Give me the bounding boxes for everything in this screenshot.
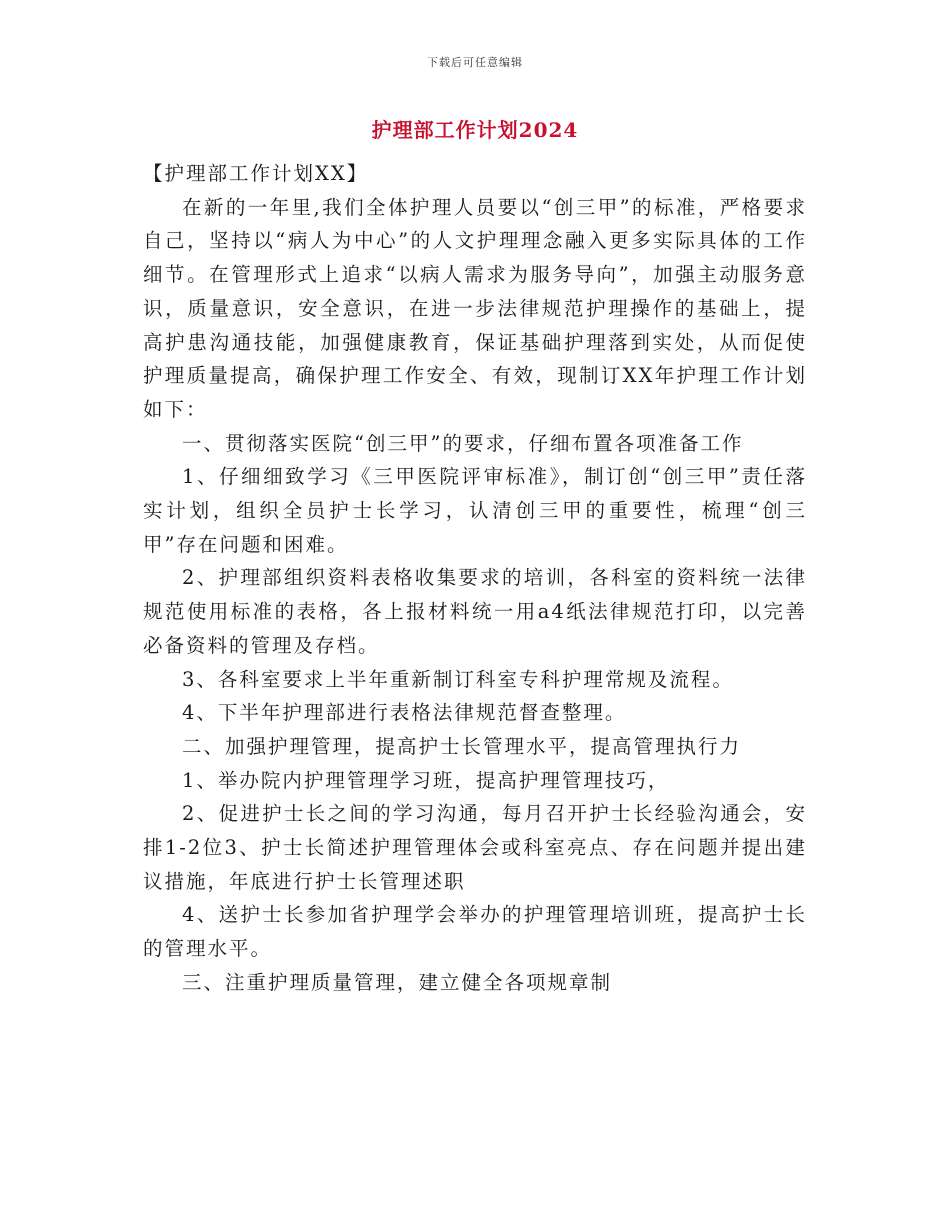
list-item: 4、下半年护理部进行表格法律规范督查整理。	[182, 701, 627, 725]
list-item: 2、护理部组织资料表格收集要求的培训，各科室的资料统一法律规范使用标准的表格，各上报材料统一用a4纸法律规范打印，以完善必备资料的管理及存档。	[143, 566, 807, 657]
list-item: 1、仔细细致学习《三甲医院评审标准》，制订创“创三甲”责任落实计划，组织全员护士长学习，认清创三甲的重要性，梳理“创三甲”存在问题和困难。	[143, 465, 807, 556]
list-item: 4、送护士长参加省护理学会举办的护理管理培训班，提高护士长的管理水平。	[143, 903, 807, 961]
section-heading-3: 三、注重护理质量管理，建立健全各项规章制	[182, 970, 613, 994]
section-heading-2: 二、加强护理管理，提高护士长管理水平，提高管理执行力	[182, 734, 742, 758]
section-heading-1: 一、贯彻落实医院“创三甲”的要求，仔细布置各项准备工作	[182, 431, 744, 455]
list-item: 2、促进护士长之间的学习沟通，每月召开护士长经验沟通会，安排1-2位3、护士长简述护理管理体会或科室亮点、存在问题并提出建议措施，年底进行护士长管理述职	[143, 802, 807, 893]
paragraph-intro: 在新的一年里,我们全体护理人员要以“创三甲”的标准，严格要求自己，坚持以“病人为中心”的人文护理理念融入更多实际具体的工作细节。在管理形式上追求“以病人需求为服务导向”，加强主动服务意识，质量意识，安全意识，在进一步法律规范护理操作的基础上，提高护患沟通技能，加强健康教育，保证基础护理落到实处，从而促使护理质量提高，确保护理工作安全、有效，现制订XX年护理工作计划如下：	[143, 195, 807, 421]
list-item: 3、各科室要求上半年重新制订科室专科护理常规及流程。	[182, 667, 734, 691]
header-note: 下载后可任意编辑	[427, 56, 523, 69]
document-body	[143, 157, 807, 1000]
paragraph-heading-tag: 【护理部工作计划XX】	[143, 162, 369, 185]
list-item: 1、举办院内护理管理学习班，提高护理管理技巧，	[182, 768, 670, 792]
document-title: 护理部工作计划2024	[371, 118, 579, 142]
